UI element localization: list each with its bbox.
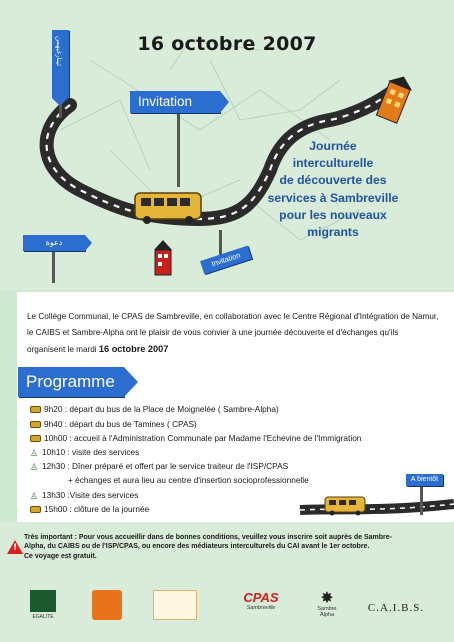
walking-icon: ♙ — [30, 462, 39, 472]
title-line: services à Sambreville — [267, 190, 399, 205]
programme-heading: Programme — [18, 367, 124, 397]
intro-text — [27, 309, 452, 358]
sambre-alpha-logo — [312, 590, 342, 626]
orange-emblem — [92, 590, 122, 620]
sign-invitation-rotated: Invitation — [200, 246, 252, 275]
sambreville-logo — [152, 590, 198, 626]
event-title — [258, 138, 408, 241]
programme-item-text: 15h00 : clôture de la journée — [44, 504, 150, 514]
sign-invitation: Invitation — [130, 91, 220, 113]
bus-illustration — [135, 193, 201, 224]
registration-note — [24, 533, 442, 561]
sambreville-emblem — [153, 590, 197, 620]
egalite-logo — [28, 590, 58, 626]
programme-item-text: 9h20 : départ du bus de la Place de Moignelée ( Sambre-Alpha) — [44, 404, 279, 414]
intro-line-3 — [27, 341, 452, 358]
programme-item-text: + échanges et aura lieu au centre d'insertion socioprofessionnelle — [68, 475, 309, 485]
cpas-logo-text: CPAS — [243, 590, 279, 605]
sambre-alpha-label: Sambre Alpha — [317, 606, 337, 618]
intro-panel — [17, 292, 454, 362]
title-line: interculturelle — [292, 156, 374, 171]
sign-vertical-label: ئينارغيهمن — [55, 36, 62, 67]
programme-item-text: 13h30 :Visite des services — [42, 490, 139, 500]
walking-icon: ♙ — [30, 448, 39, 458]
programme-item-text: 10h10 : visite des services — [42, 447, 140, 457]
intro-date-bold: 16 octobre 2007 — [98, 344, 169, 354]
egalite-emblem — [30, 590, 56, 612]
intro-line-3-text: organisent le mardi — [27, 345, 97, 354]
walking-icon: ♙ — [30, 491, 39, 501]
programme-road — [0, 362, 454, 522]
programme-item-text: 9h40 : départ du bus de Tamines ( CPAS) — [44, 419, 197, 429]
cpas-logo — [232, 590, 290, 626]
star-icon: ✸ — [320, 588, 334, 607]
title-line: de découverte des — [279, 173, 387, 188]
programme-item-text: 12h30 : Dîner préparé et offert par le service traiteur de l'ISP/CPAS — [42, 461, 289, 471]
caibs-logo — [366, 602, 426, 638]
caibs-logo-text: C.A.I.B.S. — [367, 602, 425, 614]
sign-arabic: دعوة — [23, 235, 85, 251]
title-line: Journée — [309, 139, 357, 153]
house-illustration — [154, 240, 172, 275]
orange-logo — [90, 590, 124, 626]
intro-line-2: le CAIBS et Sambre-Alpha ont le plaisir de vous convier à une journée découverte et d'échanges qu'ils — [27, 328, 399, 337]
title-line: pour les nouveaux — [279, 207, 387, 222]
event-date-heading: 16 octobre 2007 — [137, 33, 317, 55]
sign-vertical — [52, 30, 69, 98]
egalite-logo-label: EGALITE — [32, 614, 54, 620]
intro-line-1: Le Collège Communal, le CPAS de Sambreville, en collaboration avec le Centre Régional d'Intégration de Namur, — [27, 312, 439, 321]
warning-icon: ! — [7, 540, 23, 554]
map-illustration — [0, 0, 454, 290]
programme-item-text: 10h00 : accueil à l'Administration Communale par Madame l'Echevine de l'Immigration — [44, 433, 362, 443]
title-line: migrants — [307, 225, 359, 240]
note-line-3: Ce voyage est gratuit. — [24, 552, 97, 560]
cpas-logo-sub: Sambreville — [246, 605, 276, 611]
note-line-2: Alpha, du CAIBS ou de l'ISP/CPAS, ou encore des médiateurs interculturels du CAI avant le 1er octobre. — [24, 543, 370, 551]
note-line-1: Très important : Pour vous accueillir dans de bonnes conditions, veuillez vous inscrire soit auprès de Sambre- — [24, 534, 392, 541]
sign-a-bientot: A bientôt — [406, 474, 443, 486]
